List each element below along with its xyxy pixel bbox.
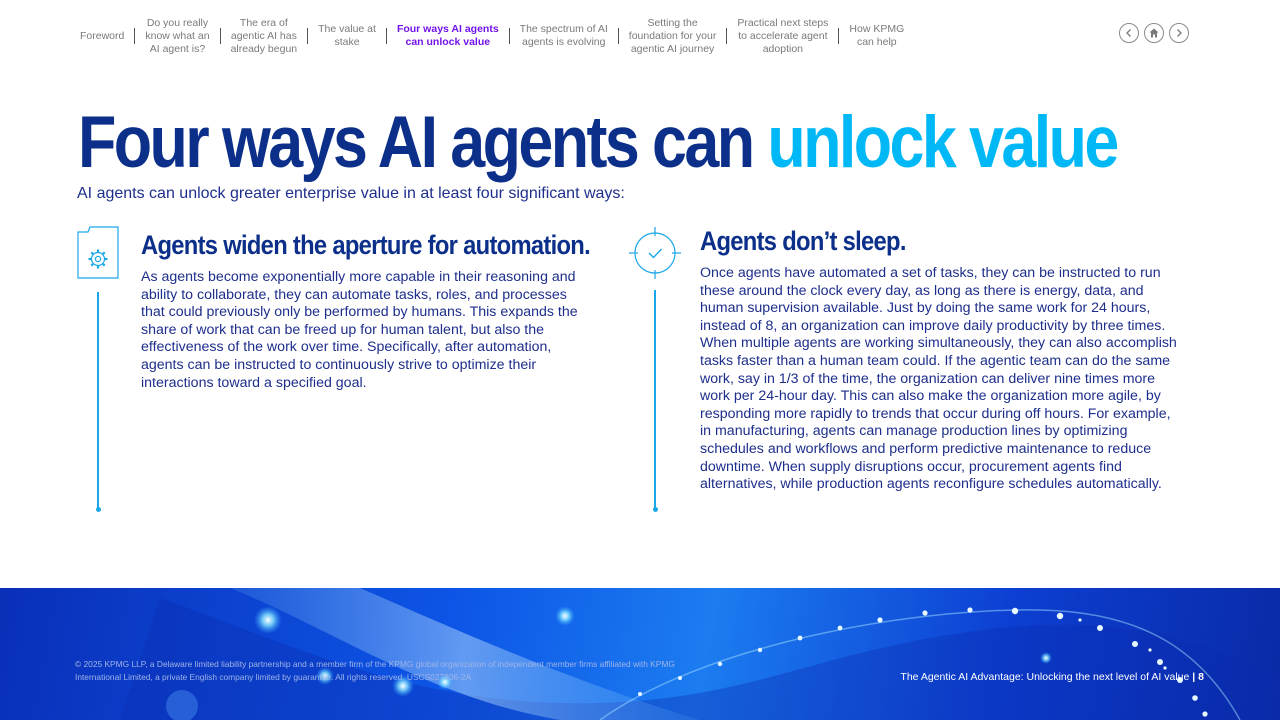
home-icon <box>1148 27 1160 39</box>
nav-item-foreword[interactable]: Foreword <box>80 29 125 42</box>
nav-item-how-kpmg-helps[interactable]: How KPMG can help <box>849 23 905 48</box>
nav-item-next-steps[interactable]: Practical next steps to accelerate agent adoption <box>737 16 829 55</box>
legal-notice: © 2025 KPMG LLP, a Delaware limited liability partnership and a member firm of the KPMG global organization of independent member firms affiliated with KPMG International Limited, a private English company limited by guarantee. All rights reserved. USCS027806-2A <box>75 659 675 682</box>
nav-item-era-agentic-ai[interactable]: The era of agentic AI has already begun <box>230 16 298 55</box>
nav-item-value-at-stake[interactable]: The value at stake <box>318 23 376 48</box>
prev-page-button[interactable] <box>1119 23 1139 43</box>
section-divider-dot <box>653 507 658 512</box>
footer-band <box>0 588 1280 720</box>
chevron-right-icon <box>1173 27 1185 39</box>
top-nav <box>70 14 1110 58</box>
document-reference <box>900 671 1204 683</box>
nav-item-four-ways[interactable]: Four ways AI agents can unlock value <box>396 23 499 48</box>
section-divider-dot <box>96 507 101 512</box>
home-button[interactable] <box>1144 23 1164 43</box>
page-title-part1: Four ways AI agents can <box>78 102 753 183</box>
nav-item-know-ai-agent[interactable]: Do you really know what an AI agent is? <box>145 16 210 55</box>
next-page-button[interactable] <box>1169 23 1189 43</box>
page-title <box>78 101 1117 185</box>
section-heading: Agents don’t sleep. <box>700 226 906 256</box>
page-title-part2: unlock value <box>767 102 1117 183</box>
section-divider-line <box>654 290 656 508</box>
footer-background-art <box>0 588 1280 720</box>
page-subtitle: AI agents can unlock greater enterprise value in at least four significant ways: <box>77 185 625 202</box>
page-number-separator: | <box>1192 671 1196 683</box>
section-divider-line <box>97 292 99 508</box>
section-body: As agents become exponentially more capable in their reasoning and ability to collaborate, they can automate tasks, roles, and processes that could previously only be performed by humans. This expands the share of work that can be freed up for human talent, but also the effectiveness of the work over time. Specifically, after automation, agents can be instructed to continuously strive to optimize their interactions toward a specified goal. <box>141 269 578 391</box>
page-number: 8 <box>1198 671 1204 683</box>
nav-item-foundation[interactable]: Setting the foundation for your agentic AI journey <box>628 16 717 55</box>
chevron-left-icon <box>1123 27 1135 39</box>
nav-item-spectrum[interactable]: The spectrum of AI agents is evolving <box>519 23 608 48</box>
section-body: Once agents have automated a set of tasks, they can be instructed to run these around the clock every day, as long as there is energy, data, and human supervision available. Just by doing the same work for 24 hours, instead of 8, an organization can improve daily productivity by three times. When multiple agents are working simultaneously, they can also accomplish tasks faster than a human team could. If the agentic team can do the same work, say in 1/3 of the time, the organization can deliver nine times more work per 24-hour day. This can also make the organization more agile, by responding more rapidly to trends that occur during off hours. For example, in manufacturing, agents can manage production lines by optimizing schedules and workflows and perform predictive maintenance to reduce downtime. When supply disruptions occur, procurement agents find alternatives, while production agents reconfigure schedules automatically. <box>700 265 1177 493</box>
section-heading: Agents widen the aperture for automation. <box>141 230 591 260</box>
nav-buttons <box>1119 23 1189 43</box>
document-gear-icon <box>76 226 120 280</box>
target-check-icon <box>628 226 682 280</box>
document-title: The Agentic AI Advantage: Unlocking the next level of AI value <box>900 671 1190 683</box>
